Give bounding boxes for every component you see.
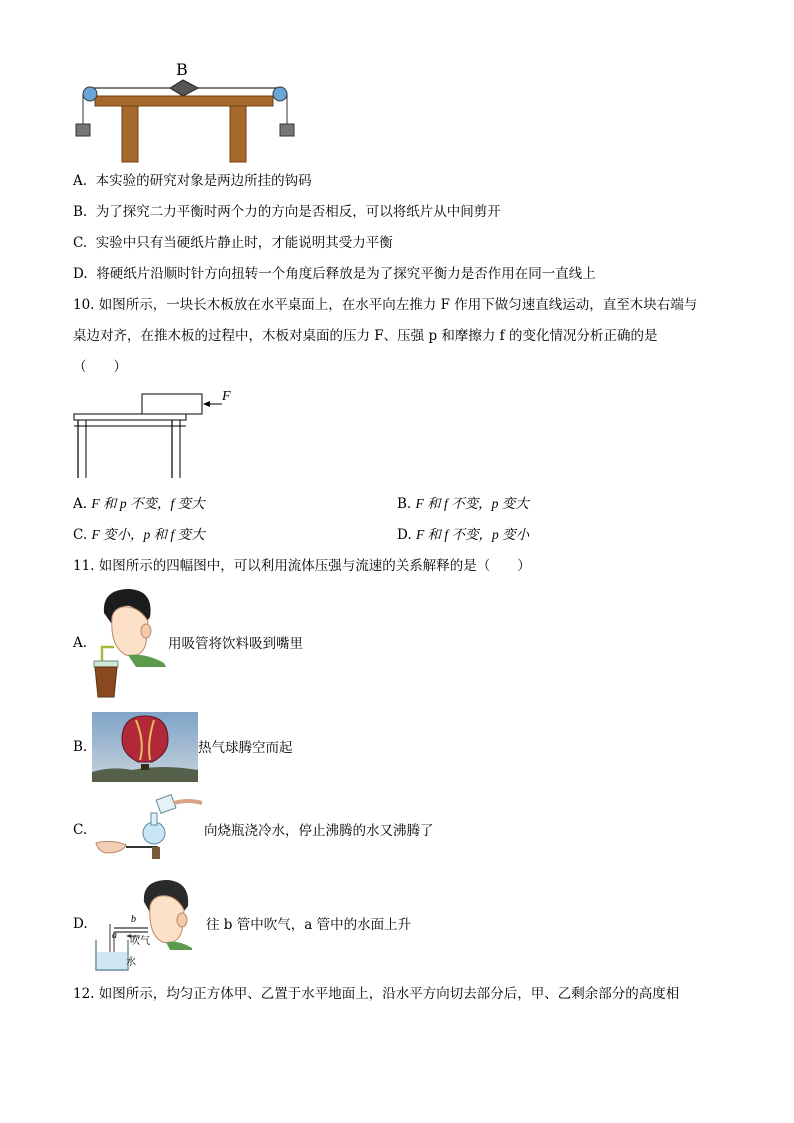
q9-figure-label: B [176, 60, 188, 79]
q10-option-b [397, 495, 529, 513]
q10-option-d-text: F 和 f 不变，p 变小 [415, 527, 530, 542]
q11-option-d-label-a: a [112, 930, 117, 941]
q10-option-b-text: F 和 f 不变，p 变大 [415, 496, 529, 511]
q11-option-c-caption: 向烧瓶浇冷水，停止沸腾的水又沸腾了 [204, 823, 434, 839]
q10-force-label: F [222, 389, 231, 404]
q9-option-b-text: 为了探究二力平衡时两个力的方向是否相反，可以将纸片从中间剪开 [95, 204, 501, 220]
q11-option-b-letter: B. [73, 739, 88, 755]
q11-option-a-letter: A. [73, 635, 88, 651]
q9-option-b-letter: B. [73, 204, 88, 220]
q10-option-c [73, 526, 205, 544]
q10-option-a [73, 495, 205, 513]
q11-option-b-hot-air-balloon-photo [92, 712, 198, 782]
q10-number: 10. [73, 297, 95, 313]
q10-stem-text1: 如图所示，一块长木板放在水平桌面上，在水平向左推力 F 作用下做匀速直线运动，直至木块右端与 [98, 297, 698, 313]
q9-option-c-text: 实验中只有当硬纸片静止时，才能说明其受力平衡 [95, 235, 393, 251]
q11-option-d-letter: D. [73, 916, 88, 932]
q11-number: 11. [73, 558, 95, 574]
q10-table-board-figure [72, 390, 242, 482]
q9-option-d-text: 将硬纸片沿顺时针方向扭转一个角度后释放是为了探究平衡力是否作用在同一直线上 [96, 266, 596, 282]
q10-stem-line1 [73, 296, 697, 314]
q9-option-c-letter: C. [73, 235, 88, 251]
q9-option-a-text: 本实验的研究对象是两边所挂的钩码 [95, 173, 312, 189]
q11-option-a-caption: 用吸管将饮料吸到嘴里 [168, 636, 303, 652]
q10-option-b-letter: B. [397, 496, 412, 512]
q10-option-a-letter: A. [73, 496, 88, 512]
q10-stem-line2: 桌边对齐，在推木板的过程中，木板对桌面的压力 F、压强 p 和摩擦力 f 的变化情况分析正确的是 [73, 328, 658, 344]
q11-option-d-label-blow: 吹气 [130, 936, 150, 947]
q11-option-c-flask-cold-water-image [92, 795, 204, 865]
q9-option-c [73, 234, 393, 252]
q11-option-d-blow-tube-image [92, 876, 200, 972]
q10-option-d [397, 526, 529, 544]
q11-option-b-caption: 热气球腾空而起 [198, 740, 293, 756]
q9-option-b [73, 203, 501, 221]
q10-option-c-letter: C. [73, 527, 88, 543]
q10-option-d-letter: D. [397, 527, 412, 543]
q10-option-c-text: F 变小，p 和 f 变大 [91, 527, 205, 542]
q9-pulley-table-figure [70, 60, 310, 170]
q11-stem-text: 如图所示的四幅图中，可以利用流体压强与流速的关系解释的是（ ） [98, 558, 531, 574]
q9-option-d [73, 265, 596, 283]
q11-option-d-label-water: 水 [126, 957, 136, 968]
q11-option-a-straw-boy-image [92, 585, 167, 700]
q9-option-a-letter: A. [73, 173, 88, 189]
q10-answer-blank: （ ） [73, 359, 127, 375]
q12-stem-text: 如图所示，均匀正方体甲、乙置于水平地面上，沿水平方向切去部分后，甲、乙剩余部分的高度相 [98, 986, 680, 1002]
q9-option-a [73, 172, 312, 190]
q11-stem [73, 557, 531, 575]
q10-option-a-text: F 和 p 不变，f 变大 [91, 496, 205, 511]
q11-option-c-letter: C. [73, 822, 88, 838]
q12-number: 12. [73, 986, 95, 1002]
q9-option-d-letter: D. [73, 266, 88, 282]
q11-option-d-caption: 往 b 管中吹气，a 管中的水面上升 [206, 917, 412, 933]
q11-option-d-label-b: b [131, 914, 136, 925]
q12-stem [73, 985, 679, 1003]
